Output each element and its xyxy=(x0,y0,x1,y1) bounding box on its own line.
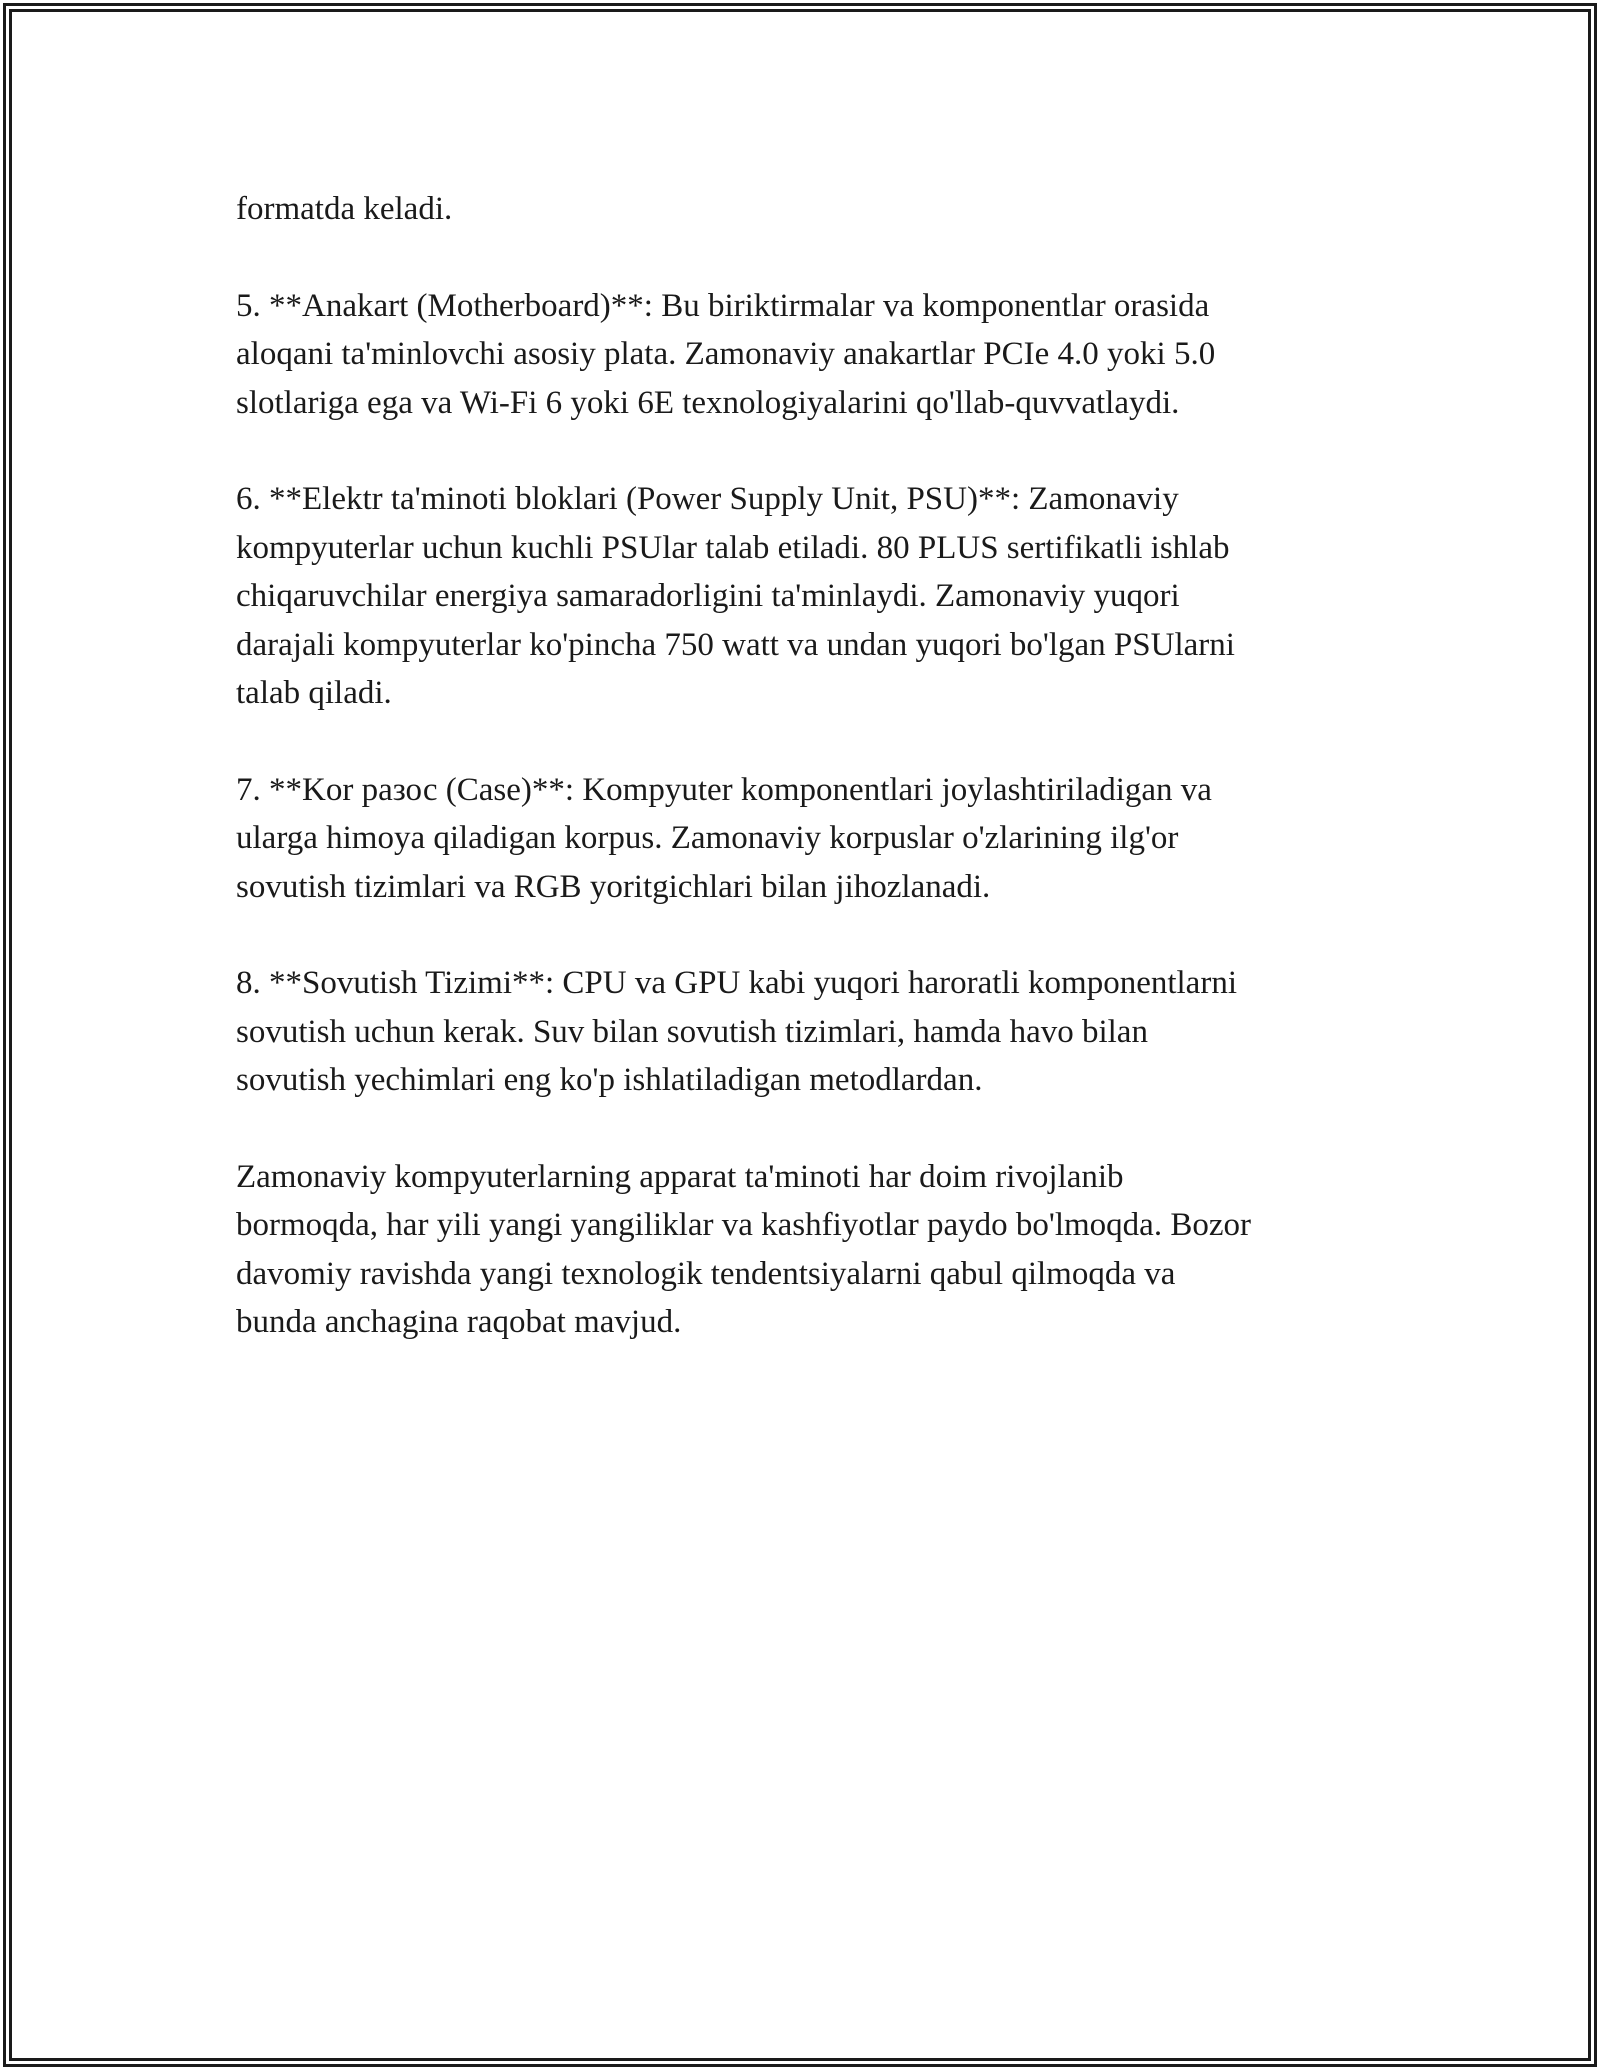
paragraph-motherboard: 5. **Anakart (Motherboard)**: Bu biriktirmalar va komponentlar orasida aloqani ta'minlovchi asosiy plata. Zamonaviy anakartlar PCIe 4.0 yoki 5.0 slotlariga ega va Wi-Fi 6 yoki 6E texnologiyalarini qo'llab-quvvatlaydi. xyxy=(236,287,1216,421)
page-content xyxy=(236,185,1366,1395)
paragraph-cooling-system: 8. **Sovutish Tizimi**: CPU va GPU kabi yuqori haroratli komponentlarni sovutish uchun kerak. Suv bilan sovutish tizimlari, hamda havo bilan sovutish yechimlari eng ko'p ishlatiladigan metodlardan. xyxy=(236,965,1237,1098)
paragraph-conclusion: Zamonaviy kompyuterlarning apparat ta'minoti har doim rivojlanib bormoqda, har yili yangi yangiliklar va kashfiyotlar paydo bo'lmoqda. Bozor davomiy ravishda yangi texnologik tendentsiyalarni qabul qilmoqda va bunda anchagina raqobat mavjud. xyxy=(236,1158,1251,1340)
paragraph-case: 7. **Kor pазос (Case)**: Kompyuter komponentlari joylashtiriladigan va ularga himoya qiladigan korpus. Zamonaviy korpuslar o'zlarining ilg'or sovutish tizimlari va RGB yoritgichlari bilan jihozlanadi. xyxy=(236,771,1212,905)
paragraph-power-supply: 6. **Elektr ta'minoti bloklari (Power Supply Unit, PSU)**: Zamonaviy kompyuterlar uchun kuchli PSUlar talab etiladi. 80 PLUS sertifikatli ishlab chiqaruvchilar energiya samaradorligini ta'minlaydi. Zamonaviy yuqori darajali kompyuterlar ko'pincha 750 watt va undan yuqori bo'lgan PSUlarni talab qiladi. xyxy=(236,481,1235,711)
paragraph-continuation: formatda keladi. xyxy=(236,191,453,227)
